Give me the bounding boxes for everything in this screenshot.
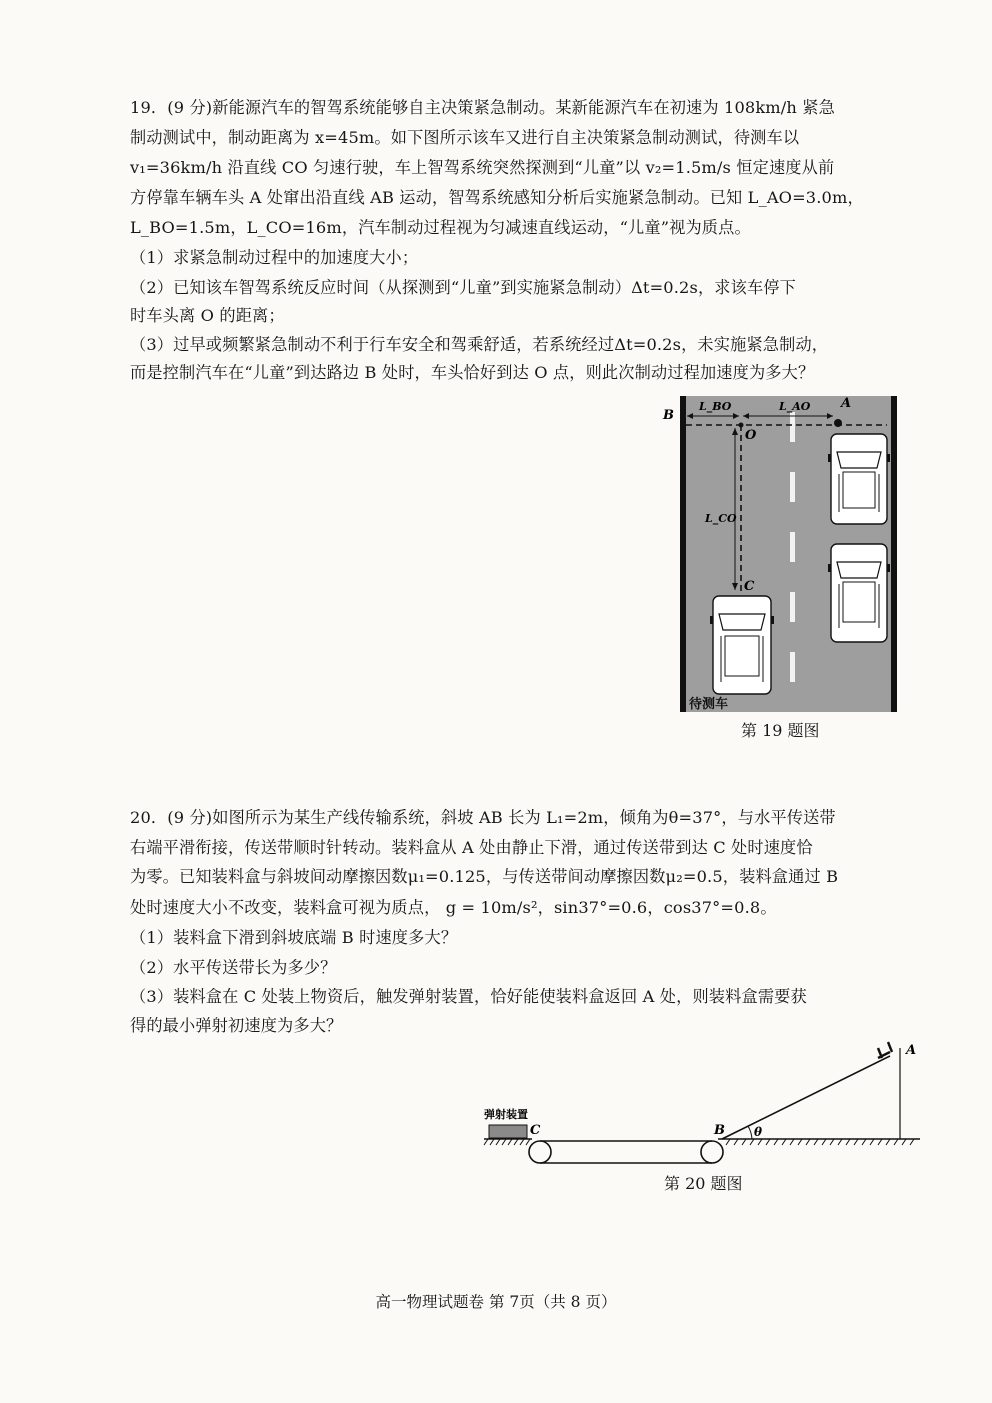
page-footer: 高一物理试题卷 第 7页（共 8 页） [375,1293,617,1311]
q19-sub-3: （3）过早或频繁紧急制动不利于行车安全和驾乘舒适，若系统经过Δt=0.2s，未实施紧急制动， [130,335,829,354]
q19-line-2: 制动测试中，制动距离为 x=45m。如下图所示该车又进行自主决策紧急制动测试，待测车以 [130,128,800,147]
box-at-a [878,1042,892,1058]
q20-line-2: 右端平滑衔接，传送带顺时针转动。装料盒从 A 处由静止下滑，通过传送带到达 C 处时速度恰 [130,838,813,857]
q19-line-1: 19．(9 分)新能源汽车的智驾系统能够自主决策紧急制动。某新能源汽车在初速为 108km/h 紧急 [130,98,835,117]
theta-arc [748,1126,752,1139]
label-o: O [745,428,757,443]
q20-line-3: 为零。已知装料盒与斜坡间动摩擦因数μ₁=0.125，与传送带间动摩擦因数μ₂=0.5，装料盒通过 B [130,867,839,886]
label-lao: L_AO [779,400,811,413]
q20-sub-1: （1）装料盒下滑到斜坡底端 B 时速度多大？ [130,928,458,947]
child-marker-a [834,419,842,427]
q20-line-1: 20．(9 分)如图所示为某生产线传输系统，斜坡 AB 长为 L₁=2m，倾角为θ=37°，与水平传送带 [130,808,836,827]
q19-line-5: L_BO=1.5m，L_CO=16m，汽车制动过程视为匀减速直线运动，“儿童”视为质点。 [130,218,751,237]
q20-sub-2: （2）水平传送带长为多少？ [130,958,337,977]
q20-sub-3: （3）装料盒在 C 处装上物资后，触发弹射装置，恰好能使装料盒返回 A 处，则装料盒需要获 [130,987,807,1006]
parked-car-front [828,434,890,524]
q19-caption: 第 19 题图 [741,721,820,740]
label-a: A [906,1043,917,1058]
q19-sub-3-cont: 而是控制汽车在“儿童”到达路边 B 处时，车头恰好到达 O 点，则此次制动过程加速度为多大？ [130,363,815,382]
label-lbo: L_BO [699,400,732,413]
test-car [710,596,774,694]
parked-car-rear [828,544,890,642]
right-ground-hatch [726,1139,914,1145]
q19-sub-2: （2）已知该车智驾系统反应时间（从探测到“儿童”到实施紧急制动）Δt=0.2s，求该车停下 [130,278,796,297]
q19-sub-2-cont: 时车头离 O 的距离； [130,306,285,325]
belt-right-roller [701,1141,723,1163]
label-b: B [714,1123,725,1138]
label-theta: θ [754,1125,763,1139]
point-o [739,423,744,428]
q20-line-4: 处时速度大小不改变，装料盒可视为质点， g = 10m/s²，sin37°=0.6，cos37°=0.8。 [130,898,777,917]
q20-caption: 第 20 题图 [664,1174,743,1193]
label-c: C [530,1123,541,1138]
label-c: C [744,579,755,594]
label-lco: L_CO [705,512,737,525]
incline-ab [722,1056,890,1139]
label-a: A [841,396,852,411]
launcher-box [489,1125,527,1138]
label-b: B [663,408,674,423]
road-right-edge [891,396,897,712]
q20-sub-3-cont: 得的最小弹射初速度为多大？ [130,1016,343,1035]
belt-left-roller [529,1141,551,1163]
road-left-edge [680,396,686,712]
launcher-label: 弹射装置 [484,1108,528,1121]
q19-sub-1: （1）求紧急制动过程中的加速度大小； [130,248,419,267]
q19-line-3: v₁=36km/h 沿直线 CO 匀速行驶，车上智驾系统突然探测到“儿童”以 v₂=1.5m/s 恒定速度从前 [130,158,835,177]
test-car-label: 待测车 [689,697,729,712]
q19-line-4: 方停靠车辆车头 A 处窜出沿直线 AB 运动，智驾系统感知分析后实施紧急制动。已知 L_AO=3.0m， [130,188,864,207]
q20-figure [480,1036,930,1166]
launcher-ground-hatch [484,1139,530,1145]
q19-figure [655,390,915,720]
